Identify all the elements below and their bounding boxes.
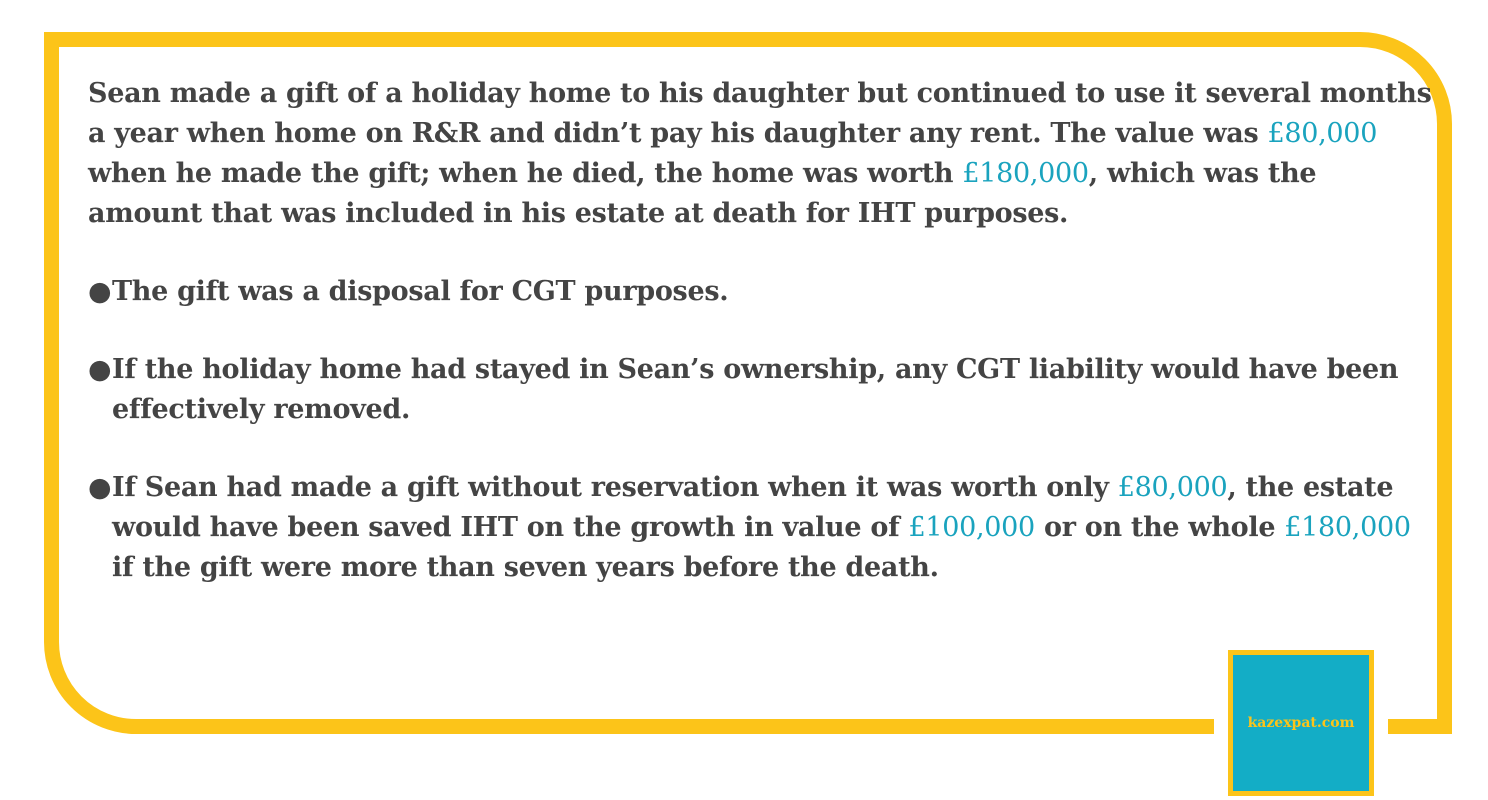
intro-text-1: Sean made a gift of a holiday home to his daughter but continued to use it several months a year when home on R&R and didn’t pay his daughter any rent. The value was xyxy=(88,78,1432,149)
intro-value-death: £180,000 xyxy=(962,158,1089,189)
bullet-value-whole: £180,000 xyxy=(1284,512,1411,543)
bullet-text: If the holiday home had stayed in Sean’s ownership, any CGT liability would have been effectively removed. xyxy=(112,354,1399,425)
bullet-text: The gift was a disposal for CGT purposes. xyxy=(112,276,729,307)
bullet-value-gift: £80,000 xyxy=(1117,472,1228,503)
bullet-icon: ● xyxy=(88,472,112,503)
bullet-text-2: , the estate would have been saved IHT on the growth in value of xyxy=(112,472,1394,543)
bullet-item-reservation xyxy=(88,468,1438,588)
bullet-text-3: or on the whole xyxy=(1034,512,1285,543)
intro-text-2: when he made the gift; when he died, the home was worth xyxy=(88,158,963,189)
bullet-icon: ● xyxy=(88,354,112,385)
brand-url: kazexpat.com xyxy=(1247,715,1355,731)
bullet-text xyxy=(112,468,1438,588)
bullet-text-1: If Sean had made a gift without reservation when it was worth only xyxy=(112,472,1118,503)
bullet-item-disposal xyxy=(88,272,1438,312)
content-area xyxy=(88,74,1438,626)
intro-text-3: , which was the amount that was included in his estate at death for IHT purposes. xyxy=(88,158,1317,229)
bullet-value-growth: £100,000 xyxy=(908,512,1035,543)
intro-value-gift: £80,000 xyxy=(1267,118,1378,149)
bullet-text-4: if the gift were more than seven years before the death. xyxy=(112,552,939,583)
intro-paragraph xyxy=(88,74,1438,234)
brand-badge xyxy=(1228,650,1374,796)
bullet-icon: ● xyxy=(88,276,112,307)
bullet-item-ownership xyxy=(88,350,1438,430)
